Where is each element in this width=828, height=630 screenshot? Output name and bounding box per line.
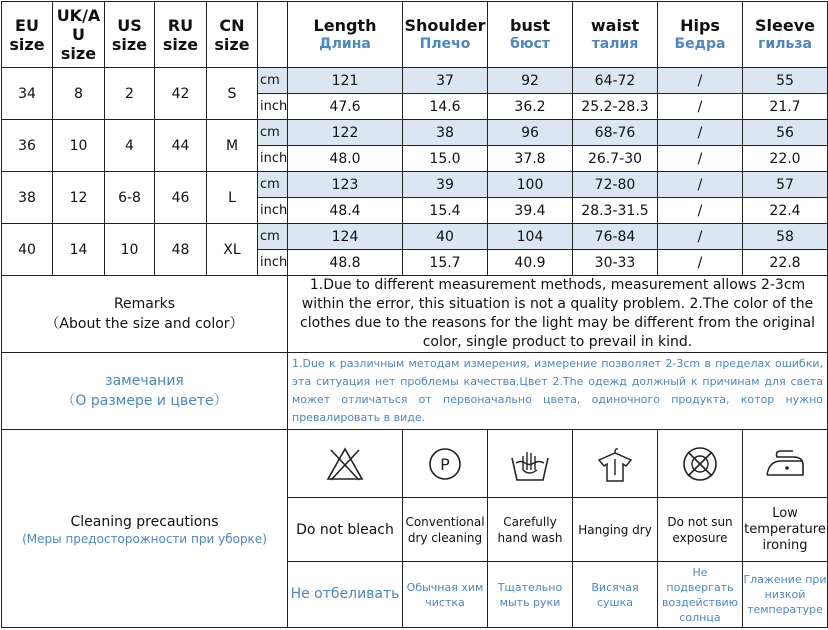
hips-cell: / <box>658 68 743 94</box>
care-title: Cleaning precautions <box>70 513 219 530</box>
sleeve-cell: 21.7 <box>743 94 828 120</box>
care-label-ru: Глажение при низкой температуре <box>743 562 828 628</box>
remarks-label <box>2 276 288 353</box>
us-size-cell: 10 <box>105 224 155 276</box>
header-uk: UK/A U size <box>53 2 105 68</box>
care-label-en: Do not sun exposure <box>658 498 743 562</box>
length-cell: 123 <box>288 172 403 198</box>
unit-cell: cm <box>258 120 288 146</box>
shoulder-cell: 14.6 <box>403 94 488 120</box>
hips-cell: / <box>658 172 743 198</box>
hanging-dry-icon <box>573 430 658 498</box>
remarks-ru-label <box>2 353 288 430</box>
table-row <box>2 68 828 94</box>
sleeve-cell: 22.8 <box>743 250 828 276</box>
uk-size-cell: 12 <box>53 172 105 224</box>
length-cell: 48.0 <box>288 146 403 172</box>
shoulder-cell: 39 <box>403 172 488 198</box>
header-waist <box>573 2 658 68</box>
eu-size-cell: 36 <box>2 120 53 172</box>
length-cell: 48.4 <box>288 198 403 224</box>
header-length-en: Length <box>313 15 377 35</box>
bust-cell: 100 <box>488 172 573 198</box>
care-label-en: Do not bleach <box>288 498 403 562</box>
header-sleeve-ru: гильза <box>758 35 812 52</box>
hips-cell: / <box>658 198 743 224</box>
header-unit-blank <box>258 2 288 68</box>
uk-size-cell: 8 <box>53 68 105 120</box>
header-cn: CN size <box>207 2 258 68</box>
header-hips <box>658 2 743 68</box>
header-bust <box>488 2 573 68</box>
waist-cell: 26.7-30 <box>573 146 658 172</box>
unit-cell: cm <box>258 68 288 94</box>
care-label-en: Low temperature ironing <box>743 498 828 562</box>
uk-size-cell: 14 <box>53 224 105 276</box>
header-shoulder-en: Shoulder <box>404 15 486 35</box>
table-row <box>2 120 828 146</box>
care-label-ru: Не подвергать воздействию солнца <box>658 562 743 628</box>
remarks-ru-row <box>2 353 828 430</box>
sleeve-cell: 55 <box>743 68 828 94</box>
header-us: US size <box>105 2 155 68</box>
care-label-en: Hanging dry <box>573 498 658 562</box>
header-bust-en: bust <box>509 15 550 35</box>
shoulder-cell: 15.4 <box>403 198 488 224</box>
hips-cell: / <box>658 94 743 120</box>
iron-icon <box>743 430 828 498</box>
sleeve-cell: 22.4 <box>743 198 828 224</box>
remarks-title: Remarks <box>113 296 176 312</box>
waist-cell: 64-72 <box>573 68 658 94</box>
bust-cell: 40.9 <box>488 250 573 276</box>
remarks-ru-title: замечания <box>105 373 184 389</box>
waist-cell: 76-84 <box>573 224 658 250</box>
header-sleeve <box>743 2 828 68</box>
length-cell: 122 <box>288 120 403 146</box>
uk-size-cell: 10 <box>53 120 105 172</box>
length-cell: 124 <box>288 224 403 250</box>
hips-cell: / <box>658 224 743 250</box>
unit-cell: cm <box>258 224 288 250</box>
remarks-row <box>2 276 828 353</box>
cn-size-cell: L <box>207 172 258 224</box>
header-sleeve-en: Sleeve <box>755 15 815 35</box>
header-waist-en: waist <box>590 15 640 35</box>
cn-size-cell: M <box>207 120 258 172</box>
hips-cell: / <box>658 120 743 146</box>
sleeve-cell: 56 <box>743 120 828 146</box>
cn-size-cell: S <box>207 68 258 120</box>
do-not-bleach-icon <box>288 430 403 498</box>
unit-cell: inch <box>258 94 288 120</box>
waist-cell: 30-33 <box>573 250 658 276</box>
length-cell: 121 <box>288 68 403 94</box>
unit-cell: inch <box>258 250 288 276</box>
remarks-ru-text: 1.Due к различным методам измерения, измерение позволяет 2-3cm в пределах ошибки, эта ситуация нет проблемы качества.Цвет 2.The одежд должный к причинам для света может отличаться от первоначально цвета, одиночного продукта, котор нужно превалировать в виде. <box>288 353 828 430</box>
remarks-subtitle: （About the size and color） <box>45 316 244 332</box>
eu-size-cell: 38 <box>2 172 53 224</box>
header-shoulder <box>403 2 488 68</box>
remarks-ru-subtitle: （О размере и цвете） <box>61 393 228 409</box>
ru-size-cell: 44 <box>155 120 207 172</box>
length-cell: 47.6 <box>288 94 403 120</box>
sleeve-cell: 57 <box>743 172 828 198</box>
shoulder-cell: 40 <box>403 224 488 250</box>
header-length-ru: Длина <box>319 35 371 52</box>
shoulder-cell: 38 <box>403 120 488 146</box>
hand-wash-icon <box>488 430 573 498</box>
eu-size-cell: 40 <box>2 224 53 276</box>
care-label-en: Carefully hand wash <box>488 498 573 562</box>
us-size-cell: 4 <box>105 120 155 172</box>
waist-cell: 25.2-28.3 <box>573 94 658 120</box>
waist-cell: 68-76 <box>573 120 658 146</box>
size-chart-table <box>1 1 828 628</box>
care-label-ru: Не отбеливать <box>288 562 403 628</box>
care-label-ru: Тщательно мыть руки <box>488 562 573 628</box>
us-size-cell: 6-8 <box>105 172 155 224</box>
care-title-cell <box>2 430 288 628</box>
header-hips-en: Hips <box>680 15 720 35</box>
bust-cell: 37.8 <box>488 146 573 172</box>
remarks-text: 1.Due to different measurement methods, measurement allows 2-3cm within the error, this situation is not a quality problem. 2.The color of the clothes due to the reasons for the light may be different from the original color, single product to prevail in kind. <box>288 276 828 353</box>
care-label-ru: Висячая сушка <box>573 562 658 628</box>
unit-cell: cm <box>258 172 288 198</box>
care-icons-row <box>2 430 828 498</box>
care-subtitle: (Меры предосторожности при уборке) <box>22 531 267 546</box>
bust-cell: 92 <box>488 68 573 94</box>
dry-clean-icon <box>403 430 488 498</box>
svg-text:P: P <box>440 454 450 474</box>
header-bust-ru: бюст <box>510 35 550 52</box>
header-waist-ru: талия <box>591 35 639 52</box>
hips-cell: / <box>658 146 743 172</box>
header-shoulder-ru: Плечо <box>419 35 471 52</box>
us-size-cell: 2 <box>105 68 155 120</box>
header-row <box>2 2 828 68</box>
sleeve-cell: 22.0 <box>743 146 828 172</box>
ru-size-cell: 42 <box>155 68 207 120</box>
header-hips-ru: Бедра <box>674 35 726 52</box>
header-length <box>288 2 403 68</box>
waist-cell: 28.3-31.5 <box>573 198 658 224</box>
shoulder-cell: 15.7 <box>403 250 488 276</box>
hips-cell: / <box>658 250 743 276</box>
bust-cell: 36.2 <box>488 94 573 120</box>
sleeve-cell: 58 <box>743 224 828 250</box>
eu-size-cell: 34 <box>2 68 53 120</box>
unit-cell: inch <box>258 146 288 172</box>
waist-cell: 72-80 <box>573 172 658 198</box>
care-label-ru: Обычная хим чистка <box>403 562 488 628</box>
bust-cell: 96 <box>488 120 573 146</box>
care-label-en: Conventional dry cleaning <box>403 498 488 562</box>
table-row <box>2 172 828 198</box>
shoulder-cell: 15.0 <box>403 146 488 172</box>
do-not-sun-icon <box>658 430 743 498</box>
header-eu: EU size <box>2 2 53 68</box>
bust-cell: 104 <box>488 224 573 250</box>
bust-cell: 39.4 <box>488 198 573 224</box>
unit-cell: inch <box>258 198 288 224</box>
table-row <box>2 224 828 250</box>
ru-size-cell: 46 <box>155 172 207 224</box>
cn-size-cell: XL <box>207 224 258 276</box>
ru-size-cell: 48 <box>155 224 207 276</box>
length-cell: 48.8 <box>288 250 403 276</box>
shoulder-cell: 37 <box>403 68 488 94</box>
header-ru: RU size <box>155 2 207 68</box>
